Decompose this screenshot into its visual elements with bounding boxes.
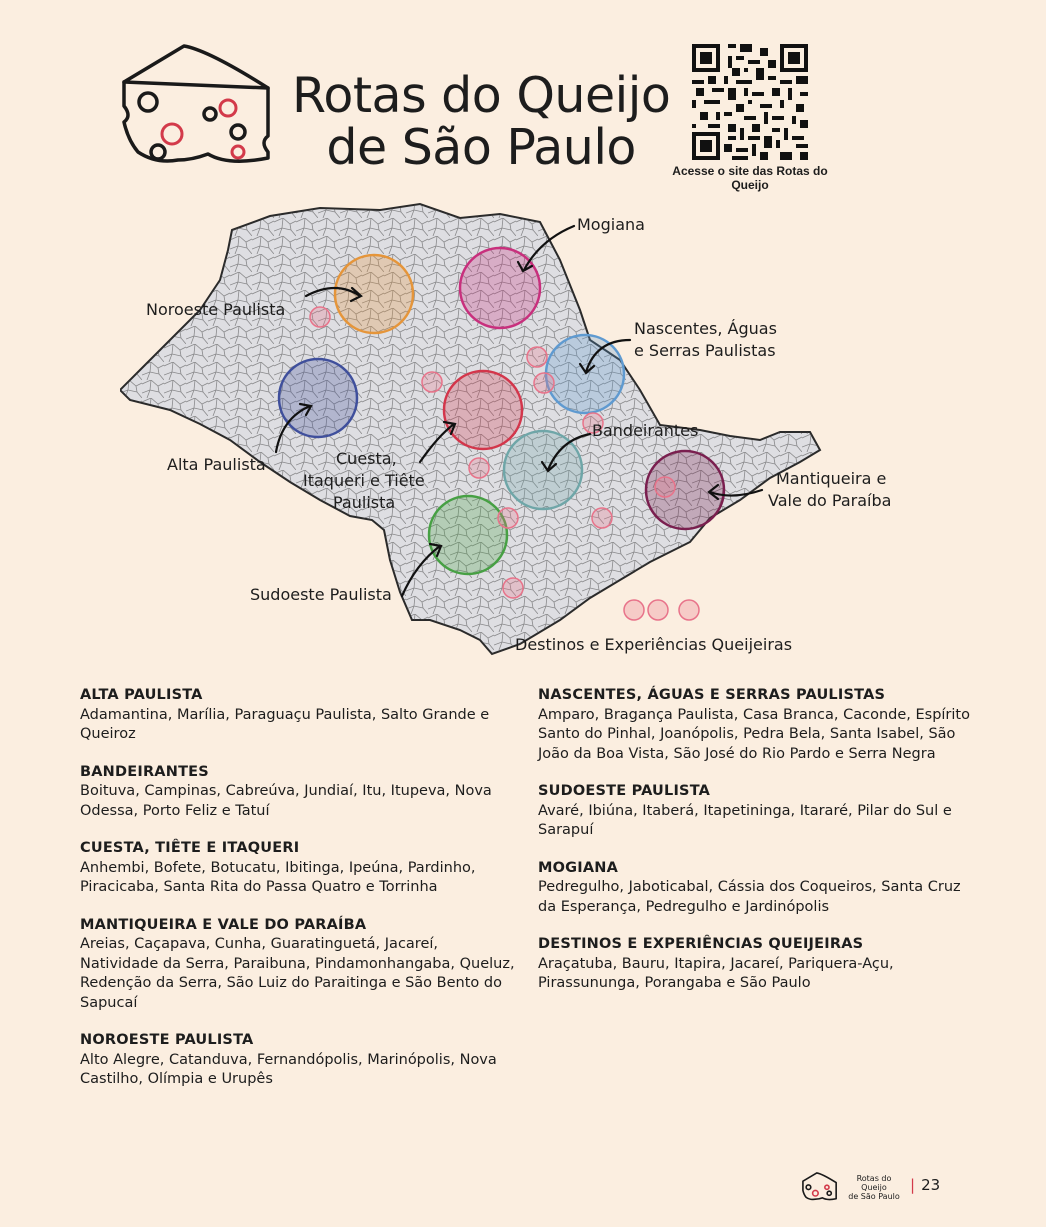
- route-cities: Araçatuba, Bauru, Itapira, Jacareí, Pariquera-Açu, Pirassununga, Porangaba e São Paulo: [538, 955, 894, 991]
- route-title: BANDEIRANTES: [80, 763, 209, 780]
- region-circle-alta: [279, 359, 357, 437]
- label-noroeste: Noroeste Paulista: [146, 300, 286, 319]
- region-circle-nascentes: [546, 335, 624, 413]
- route-block: [538, 782, 978, 841]
- route-cities: Pedregulho, Jaboticabal, Cássia dos Coqueiros, Santa Cruz da Esperança, Pedregulho e Jardinópolis: [538, 879, 961, 915]
- route-block: [80, 916, 520, 1014]
- footer-brand: [844, 1174, 904, 1201]
- page-number-wrap: [910, 1176, 940, 1194]
- route-title: NOROESTE PAULISTA: [80, 1032, 254, 1048]
- route-title: DESTINOS E EXPERIÊNCIAS QUEIJEIRAS: [538, 936, 864, 952]
- title-line-2: de São Paulo: [326, 119, 636, 176]
- label-bandeirantes: Bandeirantes: [592, 421, 699, 440]
- route-cities: Avaré, Ibiúna, Itaberá, Itapetininga, Itararé, Pilar do Sul e Sarapuí: [538, 802, 952, 838]
- route-title: SUDOESTE PAULISTA: [538, 783, 711, 799]
- route-block: [538, 859, 978, 918]
- footer-brand-line-1: Rotas do Queijo: [856, 1174, 892, 1192]
- label-alta: Alta Paulista: [167, 455, 266, 474]
- route-title: ALTA PAULISTA: [80, 687, 203, 703]
- sao-paulo-map: [120, 200, 920, 660]
- routes-left-column: [80, 686, 520, 1108]
- footer-brand-line-2: de São Paulo: [848, 1192, 900, 1201]
- routes-right-column: [538, 686, 978, 1012]
- route-cities: Anhembi, Bofete, Botucatu, Ibitinga, Ipeúna, Pardinho, Piracicaba, Santa Rita do Passa Quatro e Torrinha: [80, 859, 476, 895]
- route-title: CUESTA, TIÊTE E ITAQUERI: [80, 840, 300, 856]
- route-block: [538, 686, 978, 764]
- label-mogiana: Mogiana: [577, 215, 645, 234]
- route-block: [80, 839, 520, 898]
- qr-code[interactable]: [692, 44, 808, 160]
- route-cities: Amparo, Bragança Paulista, Casa Branca, Caconde, Espírito Santo do Pinhal, Joanópolis, Pedra Bela, Santa Isabel, São João da Boa Vista, São José do Rio Pardo e Serra Negra: [538, 706, 970, 762]
- route-block: [80, 686, 520, 745]
- route-cities: Alto Alegre, Catanduva, Fernandópolis, Marinópolis, Nova Castilho, Olímpia e Urupês: [80, 1051, 497, 1087]
- region-circle-cuesta: [444, 371, 522, 449]
- page-number: 23: [921, 1176, 941, 1194]
- route-cities: Adamantina, Marília, Paraguaçu Paulista, Salto Grande e Queiroz: [80, 706, 490, 742]
- label-cuesta-2: Itaqueri e Tiête: [303, 471, 425, 490]
- label-nascentes-2: e Serras Paulistas: [634, 341, 776, 360]
- route-cities: Boituva, Campinas, Cabreúva, Jundiaí, Itu, Itupeva, Nova Odessa, Porto Feliz e Tatuí: [80, 783, 492, 819]
- route-block: [80, 763, 520, 822]
- label-destinos: Destinos e Experiências Queijeiras: [515, 635, 793, 654]
- label-cuesta-3: Paulista: [333, 493, 396, 512]
- route-title: NASCENTES, ÁGUAS E SERRAS PAULISTAS: [538, 687, 886, 703]
- region-circle-mogiana: [460, 248, 540, 328]
- route-title: MANTIQUEIRA E VALE DO PARAÍBA: [80, 916, 367, 933]
- cheese-logo-small-icon: [800, 1172, 840, 1202]
- page-separator: |: [910, 1176, 916, 1194]
- label-cuesta-1: Cuesta,: [336, 449, 397, 468]
- label-mantiqueira-1: Mantiqueira e: [776, 469, 887, 488]
- qr-caption: Acesse o site das Rotas do Queijo: [672, 164, 828, 192]
- region-circle-sudoeste: [429, 496, 507, 574]
- title-line-1: Rotas do Queijo: [292, 67, 671, 124]
- page-title: [292, 67, 671, 176]
- region-circle-noroeste: [335, 255, 413, 333]
- route-title: MOGIANA: [538, 859, 619, 876]
- label-sudoeste: Sudoeste Paulista: [250, 585, 392, 604]
- label-nascentes-1: Nascentes, Águas: [634, 319, 777, 338]
- route-block: [80, 1031, 520, 1090]
- route-cities: Areias, Caçapava, Cunha, Guaratinguetá, Jacareí, Natividade da Serra, Paraibuna, Pindamonhangaba, Queluz, Redenção da Serra, São Luiz do Paraitinga e São Bento do Sapucaí: [80, 936, 515, 1011]
- cheese-logo-icon: [118, 42, 278, 172]
- label-mantiqueira-2: Vale do Paraíba: [768, 491, 892, 510]
- route-block: [538, 935, 978, 994]
